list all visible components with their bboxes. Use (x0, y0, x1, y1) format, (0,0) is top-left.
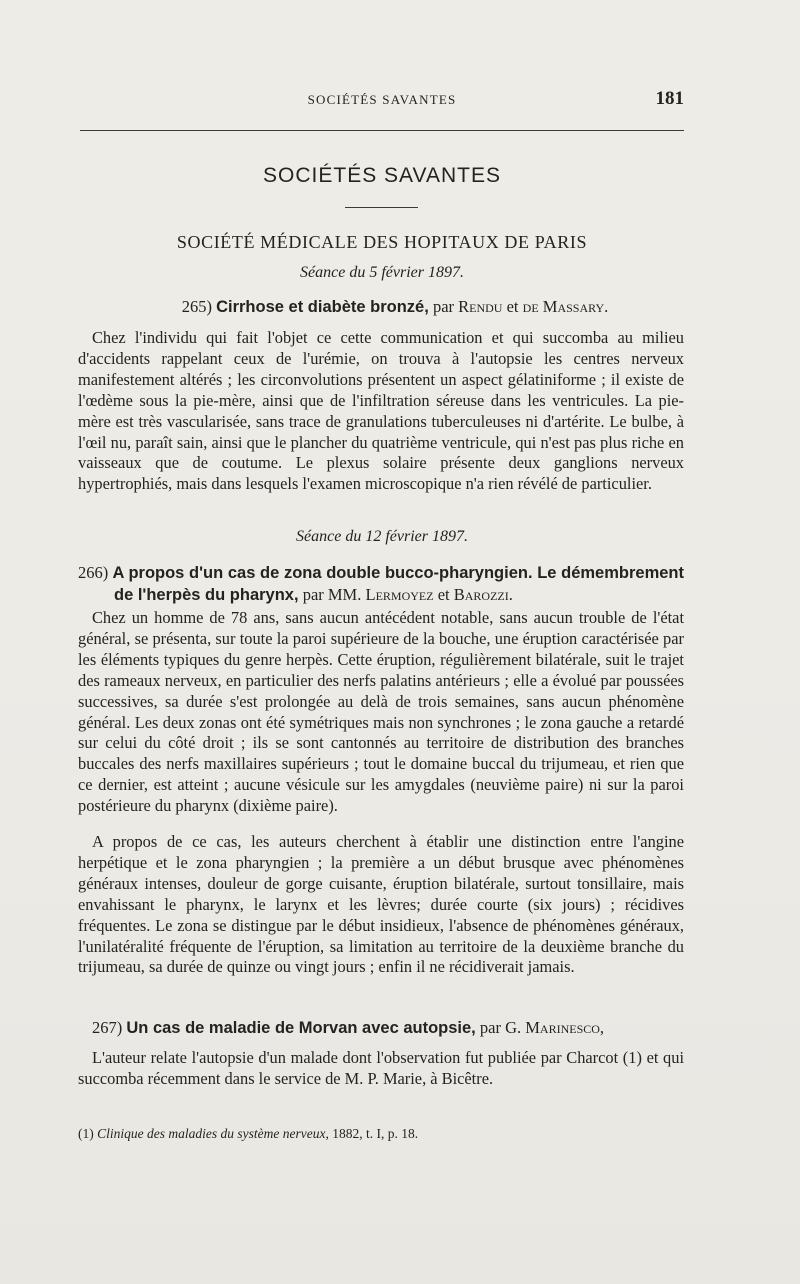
session-date: Séance du 12 février 1897. (296, 528, 468, 545)
footnote-title: Clinique des maladies du système nerveux, (97, 1126, 329, 1141)
article-by: par MM. (302, 585, 362, 604)
article-by: par (432, 297, 455, 316)
article-author: Lermoyez (365, 585, 434, 604)
society-name: SOCIÉTÉ MÉDICALE DES HOPITAUX DE PARIS (176, 232, 588, 252)
article-number: 265) (181, 297, 212, 316)
article-author: Rendu (458, 297, 503, 316)
footnote-marker: (1) (78, 1126, 94, 1141)
page-number: 181 (655, 88, 684, 109)
article-heading (78, 296, 684, 318)
footnote-reference: 1882, t. I, p. 18. (332, 1126, 419, 1141)
article-title: A propos d'un cas de zona double bucco-pharyngien. Le démembrement de l'herpès du pharynx, (112, 564, 685, 604)
article-author: de Massary. (522, 297, 609, 316)
article-number: 267) (92, 1018, 123, 1037)
article-paragraph: L'auteur relate l'autopsie d'un malade dont l'observation fut publiée par Charcot (1) et qui succomba récemment dans le service de M. P. Marie, à Bicêtre. (78, 1048, 684, 1088)
footnote (78, 1126, 684, 1142)
article-paragraph: A propos de ce cas, les auteurs cherchent à établir une distinction entre l'angine herpétique et le zona pharyngien ; la première a un début brusque avec phénomènes généraux intenses, douleur de gorge cuisante, éruption bilatérale, surtout tonsillaire, mais envahissant le pharynx, le larynx et les lèvres; durée courte (six jours) ; récidives fréquentes. Le zona se distingue par le début insidieux, l'absence de phénomènes généraux, l'unilatéralité fréquente de l'éruption, sa limitation au territoire de la deuxième branche du trijumeau, sa durée de quinze ou vingt jours ; enfin il ne récidiverait jamais. (78, 832, 684, 977)
section-title: SOCIÉTÉS SAVANTES (263, 164, 501, 187)
header-rule (80, 130, 684, 131)
article-heading (78, 562, 684, 606)
article-by: par G. (479, 1018, 522, 1037)
running-head-title: SOCIÉTÉS SAVANTES (307, 92, 457, 107)
title-divider (345, 207, 418, 208)
running-head (80, 88, 684, 118)
article-author: Barozzi. (453, 585, 513, 604)
article-paragraph: Chez l'individu qui fait l'objet ce cette communication et qui succomba au milieu d'accidents rappelant ceux de l'urémie, on trouva à l'autopsie les centres nerveux manifestement altérés ; les circonvolutions présentent un aspect gélatiniforme ; il existe de l'œdème sous la pie-mère, ainsi que de l'infiltration séreuse dans les ventricules. La pie-mère est très vascularisée, sans trace de granulations tuberculeuses ni d'artérite. Le bulbe, à l'œil nu, paraît sain, ainsi que le plancher du quatrième ventricule, qui n'est pas plus riche en vaisseaux que de coutume. Le plexus solaire présente deux ganglions nerveux hypertrophiés, mais dans lesquels l'examen microscopique n'a rien révélé de particulier. (78, 328, 684, 494)
article-and: et (437, 585, 450, 604)
article-number: 266) (78, 563, 109, 582)
article-title: Un cas de maladie de Morvan avec autopsie, (126, 1019, 476, 1037)
article-author: Marinesco, (525, 1018, 605, 1037)
article-title: Cirrhose et diabète bronzé, (216, 298, 429, 316)
article-paragraph: Chez un homme de 78 ans, sans aucun antécédent notable, sans aucun trouble de l'état général, se présenta, sur toute la paroi supérieure de la bouche, une éruption caractérisée par les éléments typiques du genre herpès. Cette éruption, régulièrement bilatérale, suit le trajet des rameaux nerveux, en particulier des nerfs palatins antérieurs ; elle a évolué par poussées successives, sa durée s'est prolongée au delà de trois semaines, sans aucun phénomène général. Les deux zonas ont été symétriques mais non synchrones ; le zona gauche a retardé sur celui du côté droit ; ils se sont cantonnés au territoire de distribution des branches buccales des nerfs maxillaires supérieurs ; tout le domaine buccal du trijumeau, et rien que ce dernier, est atteint ; aucune vésicule sur les amygdales (neuvième paire) ni sur la paroi postérieure du pharynx (dixième paire). (78, 608, 684, 816)
session-date: Séance du 5 février 1897. (300, 264, 464, 281)
article-heading (92, 1017, 712, 1039)
article-and: et (506, 297, 519, 316)
